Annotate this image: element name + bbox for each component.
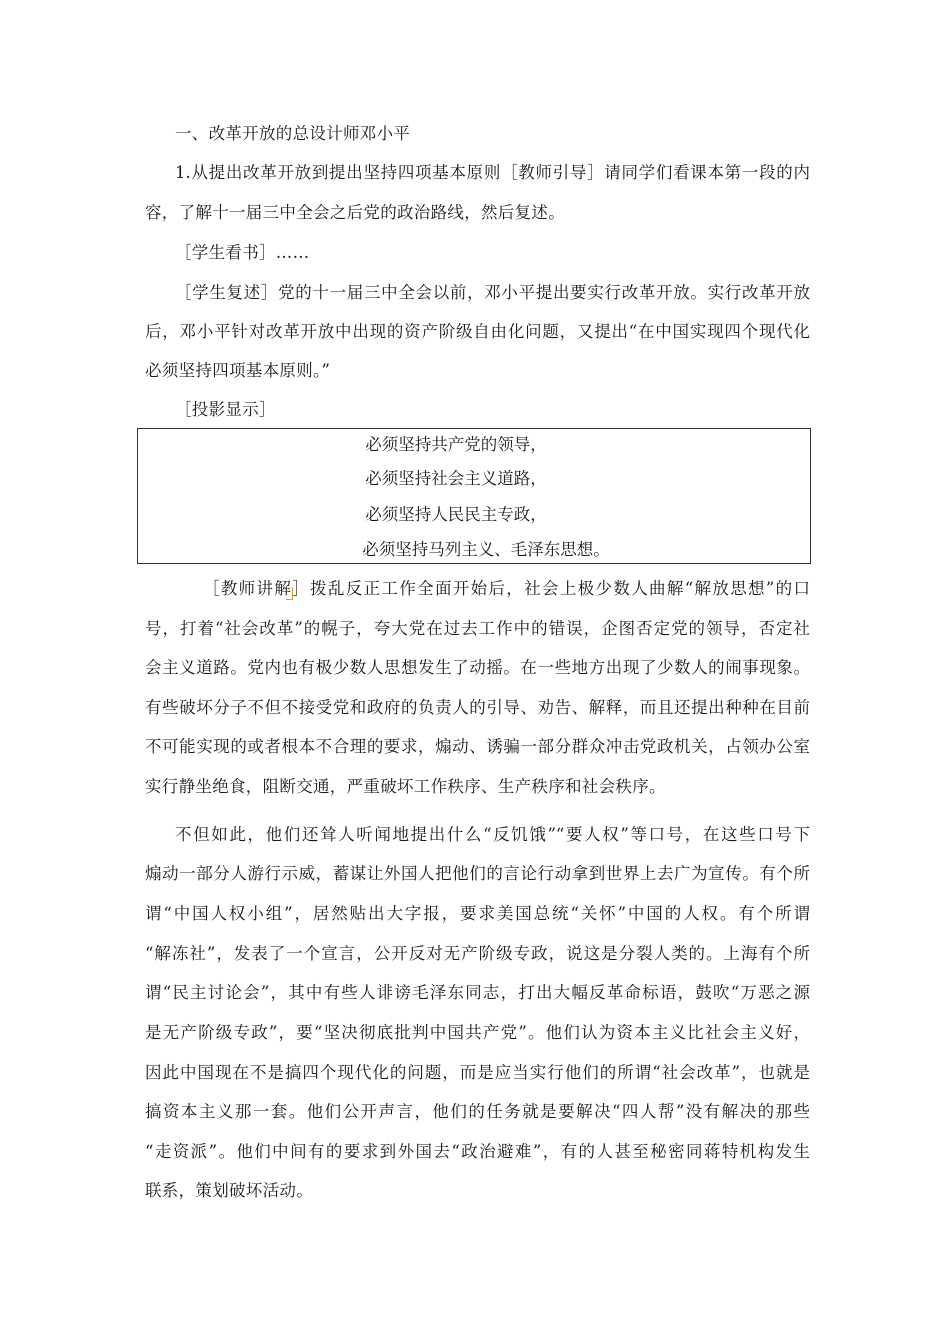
teacher-explain-line1: ［教师讲解］拨乱反正工作全面开始后，社会上极少数人曲解“解放思想”的口 — [203, 579, 810, 598]
section-heading: 一、改革开放的总设计师邓小平 — [175, 124, 411, 143]
paragraph2-line7: 因此中国现在不是搞四个现代化的问题，而是应当实行他们的所谓“社会改革”，也就是 — [145, 1063, 810, 1082]
paragraph2-line10: 联系，策划破坏活动。 — [145, 1181, 313, 1200]
teacher-explain-line4: 有些破坏分子不但不接受党和政府的负责人的引导、劝告、解释，而且还提出种种在目前 — [145, 698, 810, 717]
student-read: ［学生看书］…… — [175, 243, 310, 262]
teacher-explain-line6: 实行静坐绝食，阻断交通，严重破坏工作秩序、生产秩序和社会秩序。 — [145, 777, 666, 796]
teacher-explain-line3: 会主义道路。党内也有极少数人思想发生了动摇。在一些地方出现了少数人的闹事现象。 — [145, 658, 810, 677]
principle-item: 必须坚持马列主义、毛泽东思想。 — [362, 540, 610, 559]
paragraph2-line2: 煽动一部分人游行示威，蓄谋让外国人把他们的言论行动拿到世界上去广为宣传。有个所 — [145, 864, 810, 883]
teacher-explain-line5: 不可能实现的或者根本不合理的要求，煽动、诱骗一部分群众冲击党政机关，占领办公室 — [145, 737, 810, 756]
paragraph2-line4: “解冻社”，发表了一个宣言，公开反对无产阶级专政，说这是分裂人类的。上海有个所 — [145, 944, 810, 963]
edit-mark-icon — [286, 587, 293, 600]
paragraph2-line3: 谓“中国人权小组”，居然贴出大字报，要求美国总统“关怀”中国的人权。有个所谓 — [145, 904, 810, 923]
principle-item: 必须坚持社会主义道路， — [365, 469, 547, 488]
section1-line2: 容，了解十一届三中全会之后党的政治路线，然后复述。 — [145, 203, 565, 222]
projection-label: ［投影显示］ — [175, 400, 276, 419]
section1-line1: 1.从提出改革开放到提出坚持四项基本原则［教师引导］请同学们看课本第一段的内 — [175, 163, 810, 182]
student-retell-line2: 后，邓小平针对改革开放中出现的资产阶级自由化问题，又提出“在中国实现四个现代化 — [145, 322, 810, 341]
student-retell-line1: ［学生复述］党的十一届三中全会以前，邓小平提出要实行改革开放。实行改革开放 — [175, 283, 810, 302]
paragraph2-line8: 搞资本主义那一套。他们公开声言，他们的任务就是要解决“四人帮”没有解决的那些 — [145, 1102, 810, 1121]
principle-item: 必须坚持人民民主专政， — [365, 505, 547, 524]
principles-box — [137, 428, 811, 564]
student-retell-line3: 必须坚持四项基本原则。” — [145, 361, 331, 380]
paragraph2-line6: 是无产阶级专政”，要“坚决彻底批判中国共产党”。他们认为资本主义比社会主义好， — [145, 1023, 810, 1042]
principle-item: 必须坚持共产党的领导， — [365, 435, 547, 454]
paragraph2-line9: “走资派”。他们中间有的要求到外国去“政治避难”，有的人甚至秘密同蒋特机构发生 — [145, 1142, 810, 1161]
teacher-explain-line2: 号，打着“社会改革”的幌子，夸大党在过去工作中的错误，企图否定党的领导，否定社 — [145, 619, 810, 638]
paragraph2-line1: 不但如此，他们还耸人听闻地提出什么“反饥饿”“要人权”等口号，在这些口号下 — [175, 825, 810, 844]
paragraph2-line5: 谓“民主讨论会”，其中有些人诽谤毛泽东同志，打出大幅反革命标语，鼓吹“万恶之源 — [145, 983, 810, 1002]
